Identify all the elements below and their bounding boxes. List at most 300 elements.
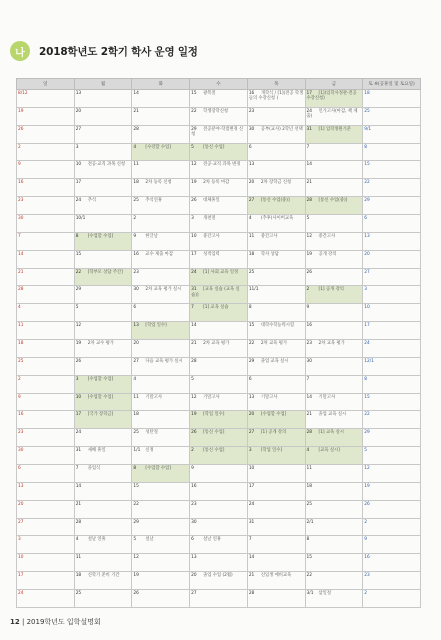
week-row (17, 447, 421, 465)
day-number: 20 (248, 180, 255, 186)
day-cell (363, 304, 421, 322)
day-number: 25 (248, 269, 255, 275)
day-number: 24 (75, 198, 82, 204)
day-cell (17, 375, 75, 393)
day-cell (247, 197, 305, 215)
day-number: 19 (306, 251, 312, 257)
day-number: 20 (248, 412, 255, 418)
day-event: 성탄절 (145, 430, 158, 436)
page-number: 12 (10, 618, 20, 626)
day-cell (74, 482, 132, 500)
day-cell (247, 286, 305, 304)
page-title: 2018학년도 2학기 학사 운영 일정 (39, 45, 198, 58)
day-cell (363, 572, 421, 590)
day-number: 19 (364, 483, 370, 489)
day-cell (74, 268, 132, 286)
day-cell (190, 554, 248, 572)
day-cell (363, 465, 421, 483)
day-number: 18 (364, 91, 370, 96)
day-cell (17, 322, 75, 340)
day-number: 28 (306, 430, 312, 436)
academic-calendar-table (16, 78, 421, 608)
day-number: 11 (306, 466, 312, 472)
day-event: 새해 휴일 (87, 448, 106, 454)
day-cell (363, 447, 421, 465)
day-number: 29 (364, 430, 370, 436)
day-number: 23 (18, 198, 24, 204)
day-event: 2차 등록 마감 (203, 180, 230, 186)
day-number: 15 (248, 323, 255, 329)
day-cell (363, 375, 421, 393)
day-cell (305, 232, 363, 250)
day-event: 졸업 교육 실시 (318, 412, 347, 418)
day-number: 8 (364, 144, 367, 150)
day-number: 5 (306, 216, 310, 222)
day-event: 대학수학능력시험 (260, 323, 295, 329)
day-number: 9 (133, 233, 137, 239)
day-number: 23 (191, 501, 197, 507)
day-number: 7 (191, 305, 194, 311)
day-cell (17, 554, 75, 572)
day-cell (74, 161, 132, 179)
day-number: 4 (306, 448, 310, 454)
day-number: 8 (306, 537, 310, 543)
day-number: 3 (75, 144, 79, 150)
day-cell (190, 393, 248, 411)
day-event: [1] 사회 교육 일정 (203, 269, 239, 275)
day-cell (305, 411, 363, 429)
day-number: 22 (364, 412, 370, 418)
day-number: 21 (306, 412, 312, 418)
day-cell (74, 286, 132, 304)
day-number: 10 (18, 555, 24, 561)
week-row (17, 322, 421, 340)
day-number: 17 (18, 573, 24, 579)
day-number: 5 (191, 376, 194, 382)
day-number: 29 (364, 198, 370, 204)
day-event: [1] 교육 실습 (203, 305, 229, 311)
day-number: 30 (18, 448, 24, 454)
day-cell (74, 447, 132, 465)
week-row (17, 90, 421, 108)
day-event: [1] 입학정원기준 (318, 126, 351, 132)
day-number: 11 (75, 555, 82, 561)
day-event: [수업할 수업] (145, 466, 171, 472)
day-number: 2 (306, 287, 310, 293)
day-cell (305, 197, 363, 215)
day-cell (190, 322, 248, 340)
day-cell (74, 554, 132, 572)
day-number: 28 (75, 519, 82, 525)
day-number: 20 (75, 108, 82, 114)
day-number: 14 (306, 162, 312, 168)
day-number: 16 (18, 180, 24, 186)
day-event: [수업할 수업] (87, 233, 114, 239)
day-number: 24 (306, 108, 312, 114)
day-number: 30 (248, 126, 255, 132)
week-row (17, 465, 421, 483)
day-number: 4 (248, 216, 252, 222)
day-number: 17 (306, 91, 312, 96)
day-event: [1] 교육 실시 (318, 430, 344, 436)
week-row (17, 482, 421, 500)
day-number: 7 (75, 466, 79, 472)
day-number: 18 (75, 573, 82, 579)
day-number: 25 (75, 591, 82, 597)
day-event: 설날 (145, 537, 154, 543)
day-event: 졸업 교육 실시 (260, 358, 289, 364)
day-event: [교육 실습 (교육 실습)] (191, 287, 240, 298)
day-cell (132, 232, 190, 250)
day-cell (305, 572, 363, 590)
day-number: 28 (18, 287, 24, 293)
day-cell (363, 107, 421, 125)
day-cell (305, 179, 363, 197)
day-cell (305, 268, 363, 286)
day-number: 9/1 (364, 126, 372, 132)
day-event: 2차 교육 평가 (203, 341, 230, 347)
day-cell (247, 232, 305, 250)
week-row (17, 250, 421, 268)
week-row (17, 107, 421, 125)
day-number: 29 (191, 126, 197, 132)
day-event: 중간고사 (260, 233, 278, 239)
day-number: 10 (75, 394, 82, 400)
day-cell (132, 250, 190, 268)
day-cell (74, 340, 132, 358)
day-event: 2차 교육 평가 (318, 341, 345, 347)
day-number: 6 (191, 537, 194, 543)
day-cell (132, 90, 190, 108)
day-cell (363, 411, 421, 429)
day-event: [수업할 수업] (260, 412, 287, 418)
day-number: 19 (133, 573, 139, 579)
week-row (17, 232, 421, 250)
day-number: 31 (306, 126, 312, 132)
day-cell (132, 411, 190, 429)
day-cell (190, 232, 248, 250)
day-number: 1/1 (133, 448, 141, 454)
day-number: 27 (18, 519, 24, 525)
day-number: 6 (133, 305, 137, 311)
day-cell (190, 215, 248, 233)
day-cell (17, 232, 75, 250)
day-cell (132, 304, 190, 322)
day-event: 중간고사 (318, 233, 336, 239)
day-number: 2 (364, 519, 367, 525)
day-cell (305, 340, 363, 358)
day-number: 4 (18, 305, 21, 311)
day-cell (132, 125, 190, 143)
col-header-sat: 토 ※(공휴일 및 토요일) (363, 79, 421, 90)
day-number: 9 (18, 162, 21, 168)
day-cell (247, 143, 305, 161)
day-cell (17, 482, 75, 500)
day-cell (17, 447, 75, 465)
day-cell (190, 90, 248, 108)
day-number: 12 (191, 162, 197, 168)
day-number: 23 (133, 269, 139, 275)
day-cell (17, 411, 75, 429)
day-number: 12 (133, 555, 139, 561)
day-event: 중간고사 (203, 233, 220, 239)
day-event: 설날 연휴 (87, 537, 106, 543)
day-cell (363, 393, 421, 411)
day-number: 30 (133, 287, 139, 293)
day-number: 29 (133, 519, 139, 525)
day-number: 27 (191, 591, 197, 597)
day-number: 7 (248, 537, 252, 543)
week-row (17, 536, 421, 554)
day-event: 2차 교육 평가 (260, 341, 288, 347)
day-number: 31 (191, 287, 197, 293)
day-cell (190, 518, 248, 536)
day-cell (363, 322, 421, 340)
day-cell (17, 268, 75, 286)
day-cell (132, 197, 190, 215)
day-event: [통신 수업] (203, 144, 225, 150)
day-cell (190, 268, 248, 286)
day-number: 12 (191, 394, 197, 400)
day-number: 15 (133, 483, 139, 489)
day-cell (305, 286, 363, 304)
day-cell (247, 107, 305, 125)
day-number: 20 (191, 573, 197, 579)
day-number: 17 (191, 251, 197, 257)
day-number: 24 (248, 501, 255, 507)
day-number: 27 (248, 430, 255, 436)
page-footer (10, 617, 101, 627)
day-cell (190, 590, 248, 608)
day-event: 공부(교사) 2학년 선택 (260, 126, 303, 132)
day-cell (305, 304, 363, 322)
day-cell (247, 465, 305, 483)
calendar-body (17, 90, 421, 608)
day-cell (17, 590, 75, 608)
day-number: 22 (133, 501, 139, 507)
day-number: 24 (75, 430, 82, 436)
day-number: 10/1 (75, 216, 86, 222)
day-cell (363, 179, 421, 197)
week-row (17, 179, 421, 197)
day-cell (74, 90, 132, 108)
day-event: 2차 교육 평가 실시 (145, 287, 182, 293)
day-number: 16 (306, 323, 312, 329)
day-cell (132, 357, 190, 375)
day-cell (363, 143, 421, 161)
day-cell (190, 411, 248, 429)
day-number: 14 (191, 323, 197, 329)
day-cell (17, 125, 75, 143)
day-number: 14 (306, 394, 312, 400)
day-number: 5 (133, 537, 137, 543)
day-number: 11 (248, 233, 255, 239)
day-number: 27 (248, 198, 255, 204)
day-cell (363, 161, 421, 179)
day-number: 8/12 (18, 91, 28, 96)
day-cell (305, 250, 363, 268)
day-number: 25 (133, 430, 139, 436)
day-cell (17, 357, 75, 375)
day-cell (247, 590, 305, 608)
day-number: 26 (133, 591, 139, 597)
day-number: 19 (191, 180, 197, 186)
day-number: 5 (75, 305, 79, 311)
day-cell (17, 179, 75, 197)
day-cell (305, 393, 363, 411)
col-header-tue: 화 (132, 79, 190, 90)
day-event: 2차 장학금 신청 (260, 180, 292, 186)
day-cell (247, 322, 305, 340)
day-cell (132, 161, 190, 179)
day-cell (190, 357, 248, 375)
day-number: 19 (75, 341, 82, 347)
day-cell (247, 554, 305, 572)
day-cell (17, 107, 75, 125)
day-number: 13 (364, 233, 370, 239)
day-cell (74, 536, 132, 554)
day-number: 7 (306, 376, 310, 382)
day-event: 대체휴일 (203, 198, 220, 204)
day-number: 20 (364, 251, 370, 257)
day-number: 16 (18, 412, 24, 418)
day-number: 13 (18, 483, 24, 489)
day-number: 23 (18, 430, 24, 436)
day-number: 24 (364, 341, 370, 347)
day-cell (363, 518, 421, 536)
day-event: [통신 수업(중)] (318, 198, 348, 204)
day-cell (363, 286, 421, 304)
day-cell (74, 179, 132, 197)
day-cell (190, 107, 248, 125)
day-number: 26 (191, 430, 197, 436)
week-row (17, 411, 421, 429)
day-event: [수업할 수업] (87, 394, 114, 400)
day-cell (305, 107, 363, 125)
day-number: 4 (133, 376, 137, 382)
day-event: 신입생 예비교육 (260, 573, 292, 579)
day-number: 16 (248, 91, 255, 96)
day-cell (17, 429, 75, 447)
day-cell (74, 500, 132, 518)
day-cell (363, 357, 421, 375)
day-cell (132, 375, 190, 393)
day-cell (132, 143, 190, 161)
day-number: 2 (18, 376, 21, 382)
day-cell (190, 143, 248, 161)
day-event: 신학기 준비 기간 (87, 573, 120, 579)
week-row (17, 357, 421, 375)
day-cell (132, 465, 190, 483)
day-cell (17, 250, 75, 268)
day-number: 15 (306, 555, 312, 561)
day-cell (74, 590, 132, 608)
day-cell (190, 465, 248, 483)
day-number: 12 (75, 323, 82, 329)
day-number: 15 (191, 91, 197, 96)
day-cell (363, 232, 421, 250)
day-number: 28 (191, 358, 197, 364)
day-number: 12/1 (364, 358, 374, 364)
day-cell (247, 179, 305, 197)
day-event: [통신 수업] (203, 448, 225, 454)
day-cell (74, 572, 132, 590)
day-number: 9 (364, 537, 367, 543)
day-number: 27 (133, 358, 139, 364)
day-event: [1] 공개 강의 (318, 287, 344, 293)
col-header-thu: 목 (247, 79, 305, 90)
day-number: 7 (306, 144, 310, 150)
day-cell (17, 536, 75, 554)
day-number: 19 (18, 108, 24, 114)
day-cell (17, 90, 75, 108)
day-cell (17, 340, 75, 358)
day-number: 30 (18, 216, 24, 222)
week-row (17, 125, 421, 143)
day-event: 기말고사 (318, 394, 336, 400)
day-cell (190, 125, 248, 143)
day-cell (305, 215, 363, 233)
day-cell (190, 250, 248, 268)
day-cell (363, 90, 421, 108)
day-number: 23 (364, 573, 370, 579)
day-event: 기말고사 (145, 394, 163, 400)
day-cell (17, 143, 75, 161)
day-cell (132, 447, 190, 465)
day-number: 25 (18, 358, 24, 364)
day-cell (190, 536, 248, 554)
day-cell (247, 357, 305, 375)
week-row (17, 590, 421, 608)
day-number: 11 (18, 323, 24, 329)
day-number: 3 (75, 376, 79, 382)
day-number: 8 (364, 376, 367, 382)
day-event: 추석연휴 (145, 198, 163, 204)
day-cell (363, 125, 421, 143)
day-cell (305, 518, 363, 536)
day-cell (74, 465, 132, 483)
day-cell (190, 500, 248, 518)
day-event: 교수 제출 마감 (145, 251, 174, 257)
day-number: 25 (306, 501, 312, 507)
day-cell (190, 304, 248, 322)
day-cell (190, 340, 248, 358)
day-number: 21 (248, 573, 255, 579)
day-number: 2 (133, 216, 137, 222)
week-row (17, 161, 421, 179)
day-cell (132, 554, 190, 572)
day-cell (190, 572, 248, 590)
day-number: 27 (364, 269, 370, 275)
day-cell (247, 518, 305, 536)
day-cell (363, 500, 421, 518)
day-event: 기말고사 (260, 394, 278, 400)
day-cell (190, 286, 248, 304)
day-cell (74, 375, 132, 393)
day-cell (17, 304, 75, 322)
day-number: 23 (248, 108, 255, 114)
day-number: 10 (191, 233, 197, 239)
day-cell (247, 304, 305, 322)
day-number: 13 (248, 162, 255, 168)
day-number: 13 (75, 91, 82, 96)
day-cell (74, 393, 132, 411)
day-event: (추후)사이버교육 (260, 216, 294, 222)
day-cell (247, 215, 305, 233)
day-cell (132, 482, 190, 500)
day-cell (132, 500, 190, 518)
day-event: 추석 (87, 198, 97, 204)
